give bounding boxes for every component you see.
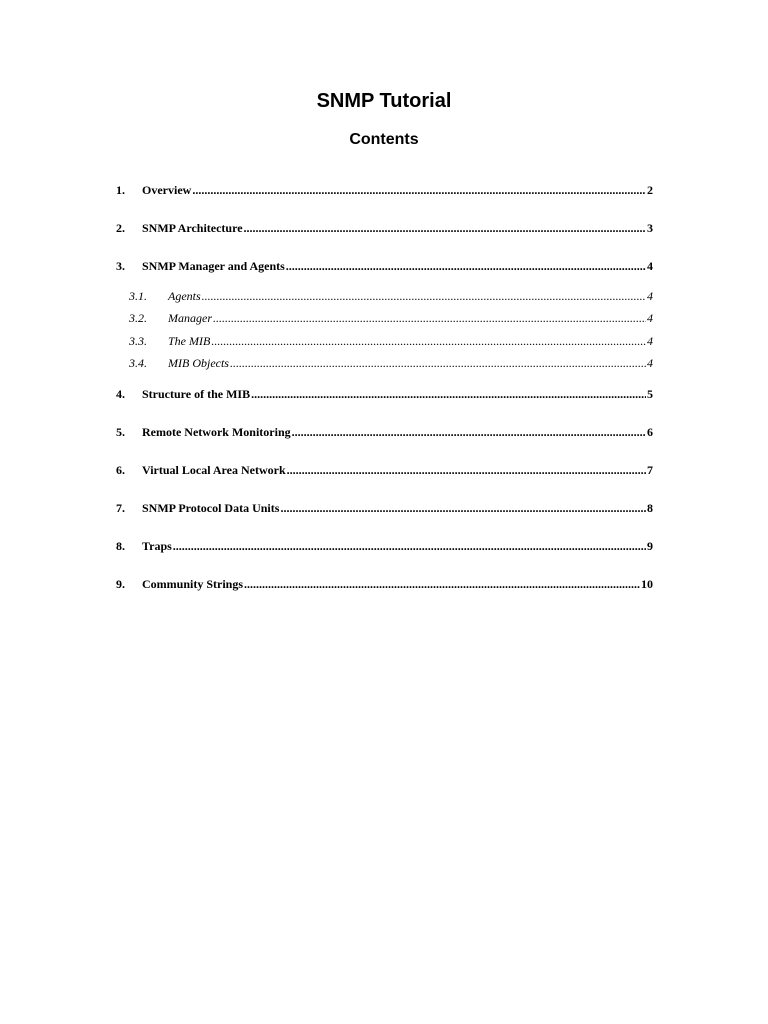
toc-dot-leader: [286, 258, 646, 274]
toc-title: Agents: [168, 289, 201, 303]
toc-entry-traps[interactable]: [116, 538, 653, 554]
toc-title: Manager: [168, 311, 212, 325]
toc-entry-community-strings[interactable]: [116, 576, 653, 592]
toc-entry-mib-objects[interactable]: [129, 355, 653, 371]
toc-title: SNMP Protocol Data Units: [142, 501, 280, 515]
toc-title: Community Strings: [142, 577, 244, 591]
toc-number: 4.: [116, 387, 125, 401]
toc-entry-remote-network-monitoring[interactable]: [116, 424, 653, 440]
toc-dot-leader: [280, 500, 646, 516]
toc-title: SNMP Manager and Agents: [142, 259, 285, 273]
toc-number: 3.2.: [129, 311, 147, 325]
toc-number: 3.3.: [129, 334, 147, 348]
toc-number: 9.: [116, 577, 125, 591]
toc-page-number: 2: [647, 183, 653, 197]
toc-dot-leader: [244, 576, 640, 592]
toc-entry-agents[interactable]: [129, 288, 653, 304]
toc-page-number: 5: [647, 387, 653, 401]
toc-entry-manager[interactable]: [129, 310, 653, 326]
toc-number: 1.: [116, 183, 125, 197]
toc-title: SNMP Architecture: [142, 221, 243, 235]
toc-dot-leader: [287, 462, 646, 478]
toc-entry-vlan[interactable]: [116, 462, 653, 478]
toc-entry-protocol-data-units[interactable]: [116, 500, 653, 516]
toc-entry-the-mib[interactable]: [129, 333, 653, 349]
toc-dot-leader: [202, 288, 646, 304]
toc-entry-overview[interactable]: [116, 182, 653, 198]
toc-dot-leader: [251, 386, 646, 402]
toc-page-number: 9: [647, 539, 653, 553]
toc-title: The MIB: [168, 334, 211, 348]
toc-page-number: 3: [647, 221, 653, 235]
toc-title: Traps: [142, 539, 172, 553]
toc-number: 6.: [116, 463, 125, 477]
toc-page-number: 4: [647, 289, 653, 303]
toc-page-number: 6: [647, 425, 653, 439]
contents-heading: Contents: [349, 131, 419, 148]
toc-page-number: 8: [647, 501, 653, 515]
toc-page-number: 4: [647, 356, 653, 370]
toc-title: Structure of the MIB: [142, 387, 251, 401]
toc-title: Overview: [142, 183, 192, 197]
toc-number: 7.: [116, 501, 125, 515]
toc-entry-structure-of-mib[interactable]: [116, 386, 653, 402]
toc-dot-leader: [211, 333, 646, 349]
toc-page-number: 4: [647, 334, 653, 348]
toc-page-number: 10: [641, 577, 653, 591]
toc-page-number: 4: [647, 311, 653, 325]
toc-title: Virtual Local Area Network: [142, 463, 286, 477]
toc-number: 3.4.: [129, 356, 147, 370]
toc-number: 8.: [116, 539, 125, 553]
toc-entry-manager-and-agents[interactable]: [116, 258, 653, 274]
toc-title: MIB Objects: [168, 356, 229, 370]
toc-page-number: 4: [647, 259, 653, 273]
page-title: SNMP Tutorial: [316, 90, 452, 112]
toc-number: 3.1.: [129, 289, 147, 303]
toc-dot-leader: [213, 310, 646, 326]
toc-title: Remote Network Monitoring: [142, 425, 291, 439]
toc-dot-leader: [230, 355, 646, 371]
toc-number: 2.: [116, 221, 125, 235]
toc-number: 3.: [116, 259, 125, 273]
toc-dot-leader: [192, 182, 646, 198]
toc-page-number: 7: [647, 463, 653, 477]
toc-dot-leader: [244, 220, 646, 236]
toc-dot-leader: [173, 538, 646, 554]
toc-dot-leader: [292, 424, 646, 440]
toc-entry-snmp-architecture[interactable]: [116, 220, 653, 236]
toc-number: 5.: [116, 425, 125, 439]
